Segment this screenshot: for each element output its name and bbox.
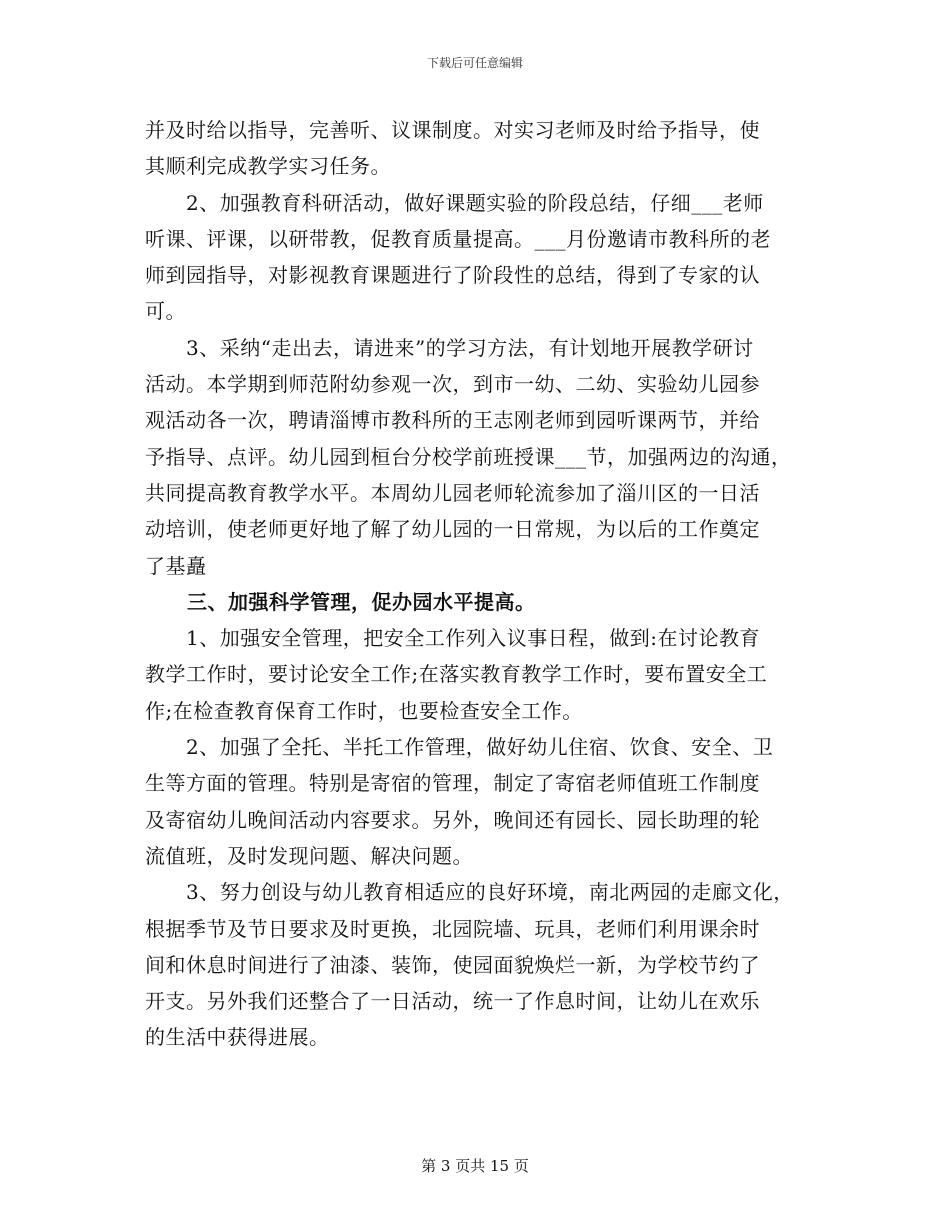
text-line: 流值班，及时发现问题、解决问题。	[145, 843, 473, 868]
paragraph-intro	[145, 112, 825, 185]
text-line: 1、加强安全管理，把安全工作列入议事日程，做到:在讨论教育	[145, 626, 760, 651]
text-line: 2、加强教育科研活动，做好课题实验的阶段总结，仔细___老师	[145, 190, 764, 215]
text-line: 2、加强了全托、半托工作管理，做好幼儿住宿、饮食、安全、卫	[145, 735, 774, 760]
page-footer: 第 3 页共 15 页	[421, 1157, 529, 1175]
paragraph-learning-method	[145, 330, 825, 584]
text-line: 并及时给以指导，完善听、议课制度。对实习老师及时给予指导，使	[145, 118, 760, 142]
text-line: 教学工作时，要讨论安全工作;在落实教育教学工作时，要布置安全工	[145, 662, 768, 687]
paragraph-research	[145, 185, 825, 330]
text-line: 师到园指导，对影视教育课题进行了阶段性的总结，得到了专家的认	[145, 263, 760, 288]
section-heading: 三、加强科学管理，促办园水平提高。	[187, 589, 536, 614]
text-line: 间和休息时间进行了油漆、装饰，使园面貌焕烂一新，为学校节约了	[145, 952, 760, 977]
page-header: 下载后可任意编辑	[426, 56, 523, 70]
text-line: 生等方面的管理。特别是寄宿的管理，制定了寄宿老师值班工作制度	[145, 771, 760, 796]
text-line: 可。	[145, 299, 186, 324]
text-line: 动培训，使老师更好地了解了幼儿园的一日常规，为以后的工作奠定	[145, 517, 760, 542]
text-line: 3、采纳“走出去，请进来”的学习方法，有计划地开展教学研讨	[145, 335, 754, 360]
text-line: 共同提高教育教学水平。本周幼儿园老师轮流参加了淄川区的一日活	[145, 480, 760, 505]
text-line: 及寄宿幼儿晚间活动内容要求。另外，晚间还有园长、园长助理的轮	[145, 807, 760, 832]
paragraph-safety	[145, 620, 825, 729]
text-line: 3、努力创设与幼儿教育相适应的良好环境，南北两园的走廊文化，	[145, 880, 794, 905]
text-line: 听课、评课，以研带教，促教育质量提高。___月份邀请市教科所的老	[145, 226, 771, 251]
text-line: 其顺利完成教学实习任务。	[145, 154, 391, 179]
text-line: 作;在检查教育保育工作时，也要检查安全工作。	[145, 698, 583, 723]
document-body	[145, 112, 825, 1056]
paragraph-environment	[145, 874, 825, 1055]
text-line: 的生活中获得进展。	[145, 1025, 330, 1050]
text-line: 根据季节及节日要求及时更换，北园院墙、玩具，老师们利用课余时	[145, 916, 760, 941]
text-line: 予指导、点评。幼儿园到桓台分校学前班授课___节，加强两边的沟通，	[145, 444, 792, 469]
text-line: 活动。本学期到师范附幼参观一次，到市一幼、二幼、实验幼儿园参	[145, 372, 760, 397]
text-line: 观活动各一次，聘请淄博市教科所的王志刚老师到园听课两节，并给	[145, 408, 760, 433]
text-line: 了基矗	[145, 553, 207, 578]
text-line: 开支。另外我们还整合了一日活动，统一了作息时间，让幼儿在欢乐	[145, 989, 760, 1014]
paragraph-boarding	[145, 729, 825, 874]
